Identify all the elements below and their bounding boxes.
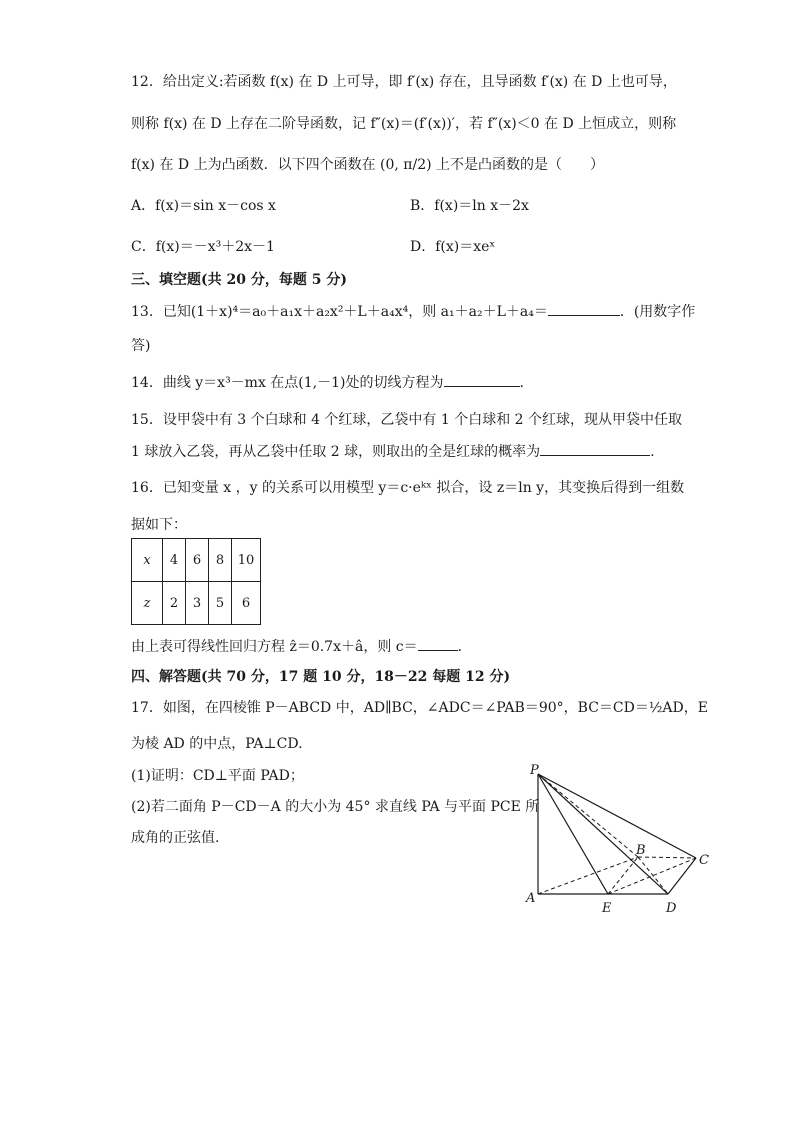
pyramid-figure <box>520 762 720 914</box>
q13-line1 <box>131 301 695 322</box>
q16-line1 <box>131 478 684 498</box>
q17-line2-text: 为棱 AD 的中点，PA⊥CD. <box>131 736 303 752</box>
table-cell: 4 <box>163 539 186 582</box>
q16-answer-blank[interactable] <box>418 636 458 651</box>
q17-part2a-text: (2)若二面角 P－CD－A 的大小为 45° 求直线 PA 与平面 PCE 所 <box>131 799 540 815</box>
table-cell: 5 <box>209 582 232 625</box>
q13-answer-blank[interactable] <box>548 301 620 316</box>
q16-line2 <box>131 515 187 535</box>
q17-part2b-text: 成角的正弦值. <box>131 830 220 846</box>
q12-option-a <box>131 196 276 216</box>
q12-line3-text: f(x) 在 D 上为凸函数．以下四个函数在 (0, π/2) 上不是凸函数的是（ ） <box>131 157 605 173</box>
table-row-z <box>132 582 261 625</box>
q12-option-c <box>131 237 275 257</box>
q13-line2 <box>131 336 150 356</box>
table-cell: 10 <box>232 539 261 582</box>
label-b: B <box>636 843 646 858</box>
table-cell: 2 <box>163 582 186 625</box>
table-cell: 6 <box>232 582 261 625</box>
q16-line3-text: 由上表可得线性回归方程 ẑ＝0.7x＋â，则 c＝ <box>131 639 418 655</box>
table-cell: 3 <box>186 582 209 625</box>
q15-line2-text: 1 球放入乙袋，再从乙袋中任取 2 球，则取出的全是红球的概率为 <box>131 444 541 460</box>
q16-line2-text: 据如下： <box>131 517 187 533</box>
label-p: P <box>530 763 539 778</box>
table-row-x <box>132 539 261 582</box>
q16-line3 <box>131 636 462 657</box>
q17-line1 <box>131 698 708 718</box>
q14-line <box>131 372 524 393</box>
section-4-heading-text: 四、解答题(共 70 分，17 题 10 分，18－22 每题 12 分) <box>131 669 511 685</box>
q15-line1-text: 15．设甲袋中有 3 个白球和 4 个红球，乙袋中有 1 个白球和 2 个红球，现从甲袋中任取 <box>131 412 683 428</box>
q14-tail: . <box>519 375 524 391</box>
q16-line1-text: 16．已知变量 x ，y 的关系可以用模型 y＝c·eᵏˣ 拟合，设 z＝ln y，其变换后得到一组数 <box>131 480 685 496</box>
q16-data-table <box>131 538 261 625</box>
q16-tail: . <box>457 639 463 655</box>
q15-answer-blank[interactable] <box>540 441 650 456</box>
q13-line1-tail: ．(用数字作 <box>619 304 696 320</box>
q12-line2 <box>131 114 676 134</box>
label-a: A <box>526 891 536 906</box>
q15-line1 <box>131 410 682 430</box>
section-3-heading <box>131 270 347 290</box>
label-c: C <box>699 853 709 868</box>
q17-part1-text: (1)证明：CD⊥平面 PAD； <box>131 768 304 784</box>
q17-line2 <box>131 734 303 754</box>
edge-ec-hidden <box>608 858 696 894</box>
q12-line1 <box>131 72 677 92</box>
table-cell: 8 <box>209 539 232 582</box>
edge-bc-hidden <box>638 857 696 858</box>
q12-line3 <box>131 155 604 175</box>
q12-option-a-text: A．f(x)＝sin x－cos x <box>131 198 276 214</box>
table-cell: 6 <box>186 539 209 582</box>
q17-part1 <box>131 766 304 786</box>
q14-text: 14．曲线 y＝x³－mx 在点(1,－1)处的切线方程为 <box>131 375 444 391</box>
q17-part2a <box>131 797 539 817</box>
label-e: E <box>602 901 612 914</box>
q17-part2b <box>131 828 219 848</box>
table-cell-z-label: z <box>132 582 163 625</box>
q14-answer-blank[interactable] <box>444 372 520 387</box>
q15-line2 <box>131 441 655 462</box>
q12-option-b <box>410 196 529 216</box>
table-cell-x-label: x <box>132 539 163 582</box>
q17-line1-text: 17．如图，在四棱锥 P－ABCD 中，AD∥BC，∠ADC＝∠PAB＝90°，BC＝CD＝½AD，E <box>131 700 708 716</box>
edge-pb-hidden <box>538 774 638 857</box>
q12-option-c-text: C．f(x)＝－x³＋2x－1 <box>131 239 275 255</box>
q12-option-b-text: B．f(x)＝ln x－2x <box>410 198 529 214</box>
q13-line2-text: 答) <box>131 338 151 354</box>
q12-line2-text: 则称 f(x) 在 D 上存在二阶导函数，记 f″(x)＝(f′(x))′，若 f″(x)＜0 在 D 上恒成立，则称 <box>131 116 677 132</box>
q12-option-d <box>410 237 495 257</box>
q12-option-d-text: D．f(x)＝xeˣ <box>410 239 496 255</box>
edge-pd <box>538 774 668 894</box>
edge-pc <box>538 774 696 858</box>
q15-tail: . <box>650 444 655 460</box>
section-4-heading <box>131 667 510 687</box>
q12-line1-text: 12．给出定义:若函数 f(x) 在 D 上可导，即 f′(x) 存在，且导函数 f′(x) 在 D 上也可导， <box>131 74 677 90</box>
edge-bd-hidden <box>638 857 668 894</box>
q13-line1-text: 13．已知(1＋x)⁴＝a₀＋a₁x＋a₂x²＋L＋a₄x⁴，则 a₁＋a₂＋L＋a₄＝ <box>131 304 548 320</box>
label-d: D <box>666 901 677 914</box>
section-3-heading-text: 三、填空题(共 20 分，每题 5 分) <box>131 272 347 288</box>
